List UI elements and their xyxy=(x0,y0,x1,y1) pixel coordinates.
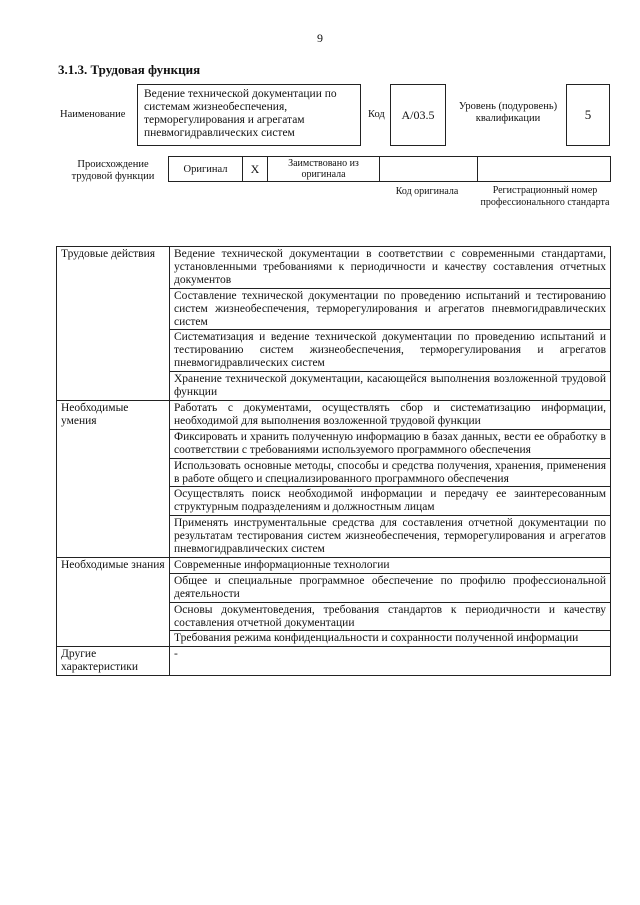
table-cell: Ведение технической документации в соответствии с современными стандартами, установленными требованиями к периодичности и качеству составления отчетных документов xyxy=(170,247,611,289)
name-label: Наименование xyxy=(60,109,126,120)
table-cell: Общее и специальные программное обеспечение по профилю профессиональной деятельности xyxy=(170,573,611,602)
origin-code-cell xyxy=(380,156,478,182)
table-cell: - xyxy=(170,647,611,676)
page-number: 9 xyxy=(317,31,323,45)
table-cell: Хранение технической документации, касающейся выполнения возложенной трудовой функции xyxy=(170,372,611,401)
origin-borrowed-cell: Заимствовано из оригинала xyxy=(268,156,380,182)
origin-mark-cell: X xyxy=(243,156,268,182)
table-cell: Работать с документами, осуществлять сбор и систематизацию информации, необходимой для выполнения возложенной трудовой функции xyxy=(170,400,611,429)
level-box: 5 xyxy=(566,84,610,146)
section-title: 3.1.3. Трудовая функция xyxy=(58,62,201,77)
origin-reg-cell xyxy=(478,156,611,182)
function-name-box: Ведение технической документации по системам жизнеобеспечения, терморегулирования и агрегатам пневмогидравлических систем xyxy=(137,84,361,146)
table-cell: Систематизация и ведение технической документации по проведению испытаний и тестированию систем жизнеобеспечения, терморегулирования и агрегатов пневмогидравлических систем xyxy=(170,330,611,372)
code-original-label: Код оригинала xyxy=(395,186,459,197)
level-label: Уровень (подуровень) квалификации xyxy=(458,101,558,124)
table-row xyxy=(57,557,611,573)
table-cell: Составление технической документации по проведению испытаний и тестированию систем жизнеобеспечения, терморегулирования и агрегатов пневмогидравлических систем xyxy=(170,288,611,330)
table-cell: Осуществлять поиск необходимой информации и передачу ее заинтересованным структурным подразделениям и должностным лицам xyxy=(170,487,611,516)
table-cell: Требования режима конфиденциальности и сохранности полученной информации xyxy=(170,631,611,647)
section-heading: Другие характеристики xyxy=(57,647,170,676)
section-heading: Необходимые знания xyxy=(57,557,170,646)
table-cell: Фиксировать и хранить полученную информацию в базах данных, вести ее обработку в соответствии с требованиями используемого программного обеспечения xyxy=(170,429,611,458)
section-heading: Трудовые действия xyxy=(57,247,170,401)
origin-original-cell: Оригинал xyxy=(168,156,243,182)
origin-label: Происхождение трудовой функции xyxy=(71,159,155,182)
table-cell: Использовать основные методы, способы и средства получения, хранения, применения в работе общего и специализированного программного обеспечения xyxy=(170,458,611,487)
table-cell: Современные информационные технологии xyxy=(170,557,611,573)
table-cell: Основы документоведения, требования стандартов к периодичности и качеству составления отчетной документации xyxy=(170,602,611,631)
origin-row xyxy=(168,156,611,182)
table-row xyxy=(57,247,611,289)
section-heading: Необходимые умения xyxy=(57,400,170,557)
reg-number-label: Регистрационный номер профессионального стандарта xyxy=(480,185,610,208)
table-row xyxy=(57,647,611,676)
code-box: А/03.5 xyxy=(390,84,446,146)
function-table xyxy=(56,246,611,676)
table-cell: Применять инструментальные средства для составления отчетной документации по результатам тестирования систем жизнеобеспечения, терморегулирования и агрегатов пневмогидравлических систем xyxy=(170,516,611,558)
table-row xyxy=(57,400,611,429)
code-label: Код xyxy=(368,109,385,120)
